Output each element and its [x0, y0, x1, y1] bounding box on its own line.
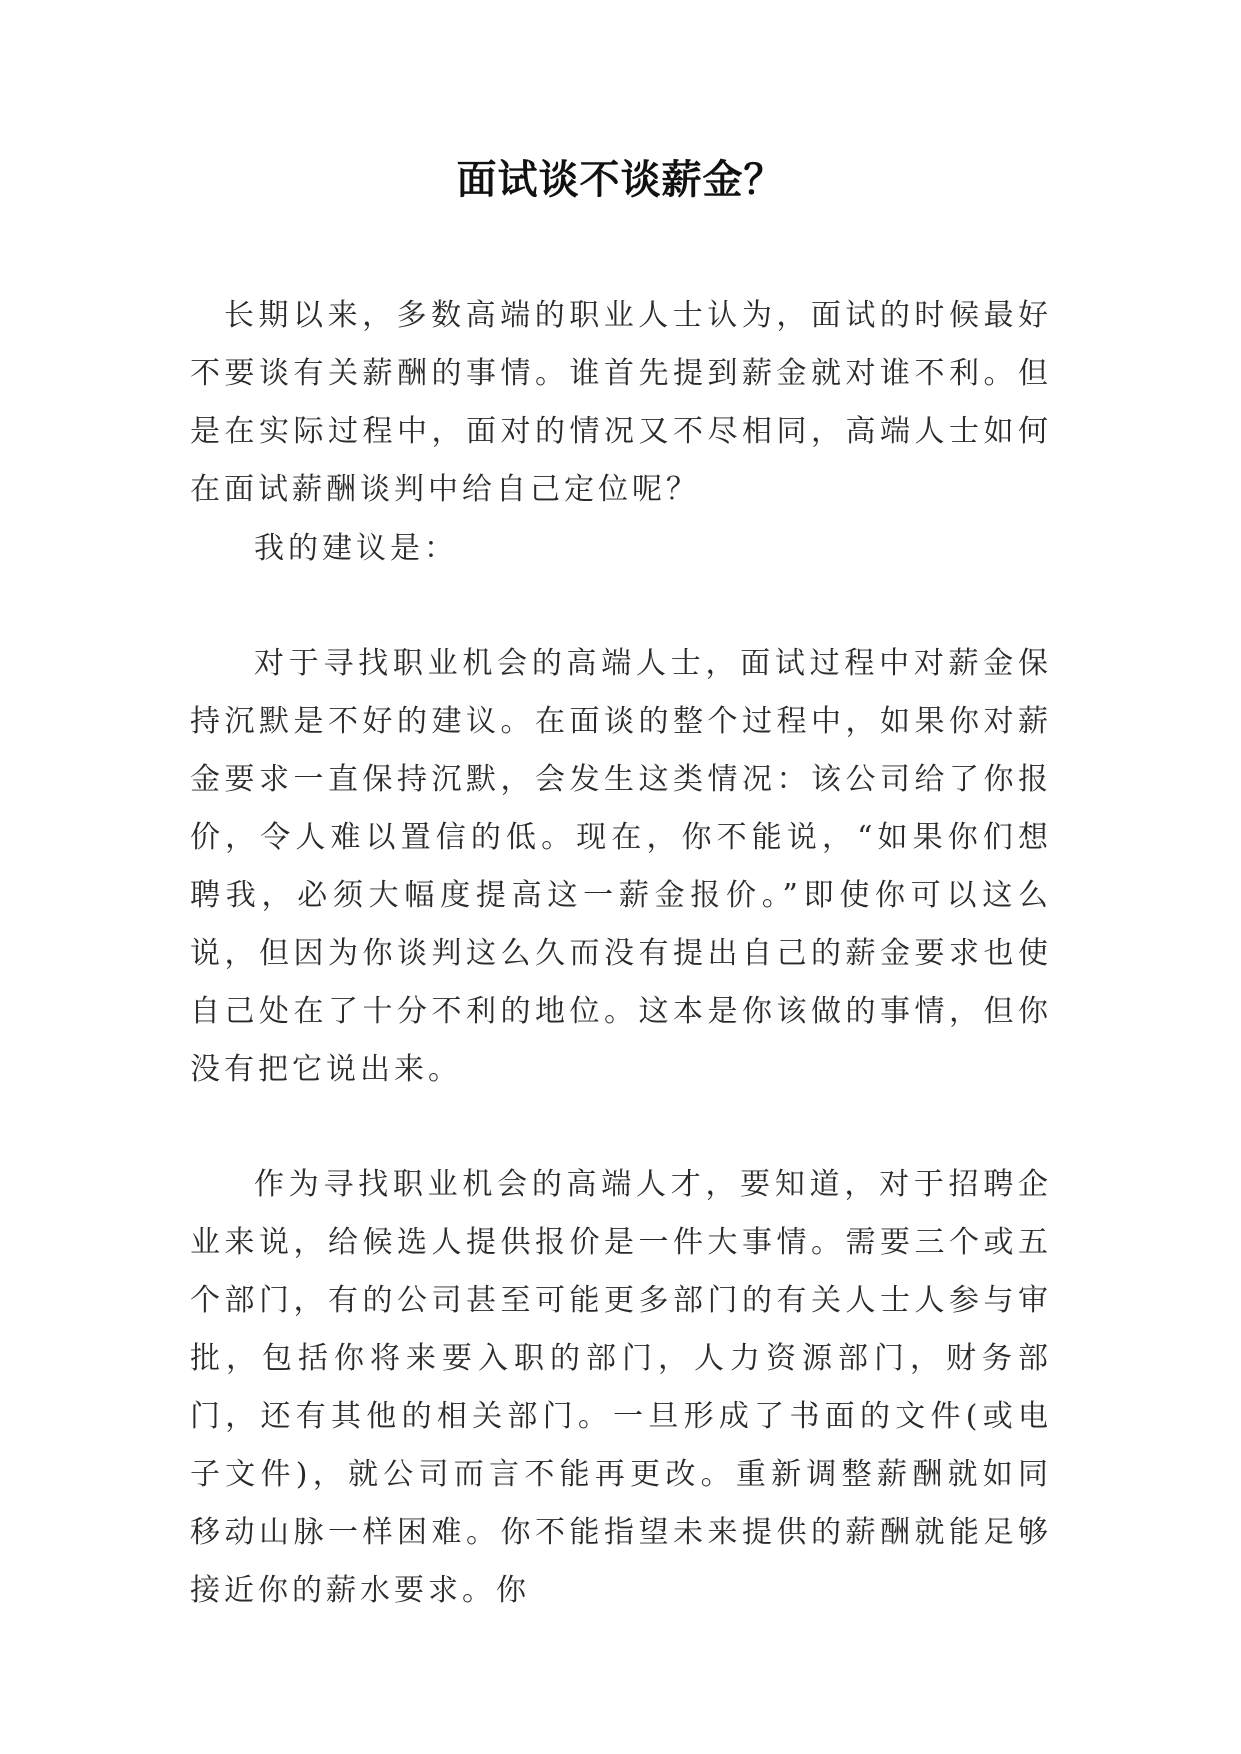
paragraph-text: 作为寻找职业机会的高端人才，要知道，对于招聘企业来说，给候选人提供报价是一件大事情。需要三个或五个部门，有的公司甚至可能更多部门的有关人士人参与审批，包括你将来要入职的部门，人力资源部门，财务部门，还有其他的相关部门。一旦形成了书面的文件(或电子文件)，就公司而言不能再更改。重新调整薪酬就如同移动山脉一样困难。你不能指望未来提供的薪酬就能足够接近你的薪水要求。你 [190, 1167, 1052, 1608]
paragraph-suggestion-lead [190, 520, 1052, 578]
paragraph-text: 对于寻找职业机会的高端人士，面试过程中对薪金保持沉默是不好的建议。在面谈的整个过程中，如果你对薪金要求一直保持沉默，会发生这类情况：该公司给了你报价，令人难以置信的低。现在，你不能说，“如果你们想聘我，必须大幅度提高这一薪金报价。”即使你可以这么说，但因为你谈判这么久而没有提出自己的薪金要求也使自己处在了十分不利的地位。这本是你该做的事情，但你没有把它说出来。 [190, 646, 1052, 1087]
paragraph-offer-process [190, 1156, 1052, 1620]
paragraph-silence-advice [190, 635, 1052, 1099]
paragraph-text: 我的建议是： [254, 531, 458, 566]
paragraph-intro [190, 287, 1052, 519]
paragraph-text: 长期以来，多数高端的职业人士认为，面试的时候最好不要谈有关薪酬的事情。谁首先提到薪金就对谁不利。但是在实际过程中，面对的情况又不尽相同，高端人士如何在面试薪酬谈判中给自己定位呢？ [190, 298, 1052, 507]
document-title: 面试谈不谈薪金？ [456, 156, 785, 203]
